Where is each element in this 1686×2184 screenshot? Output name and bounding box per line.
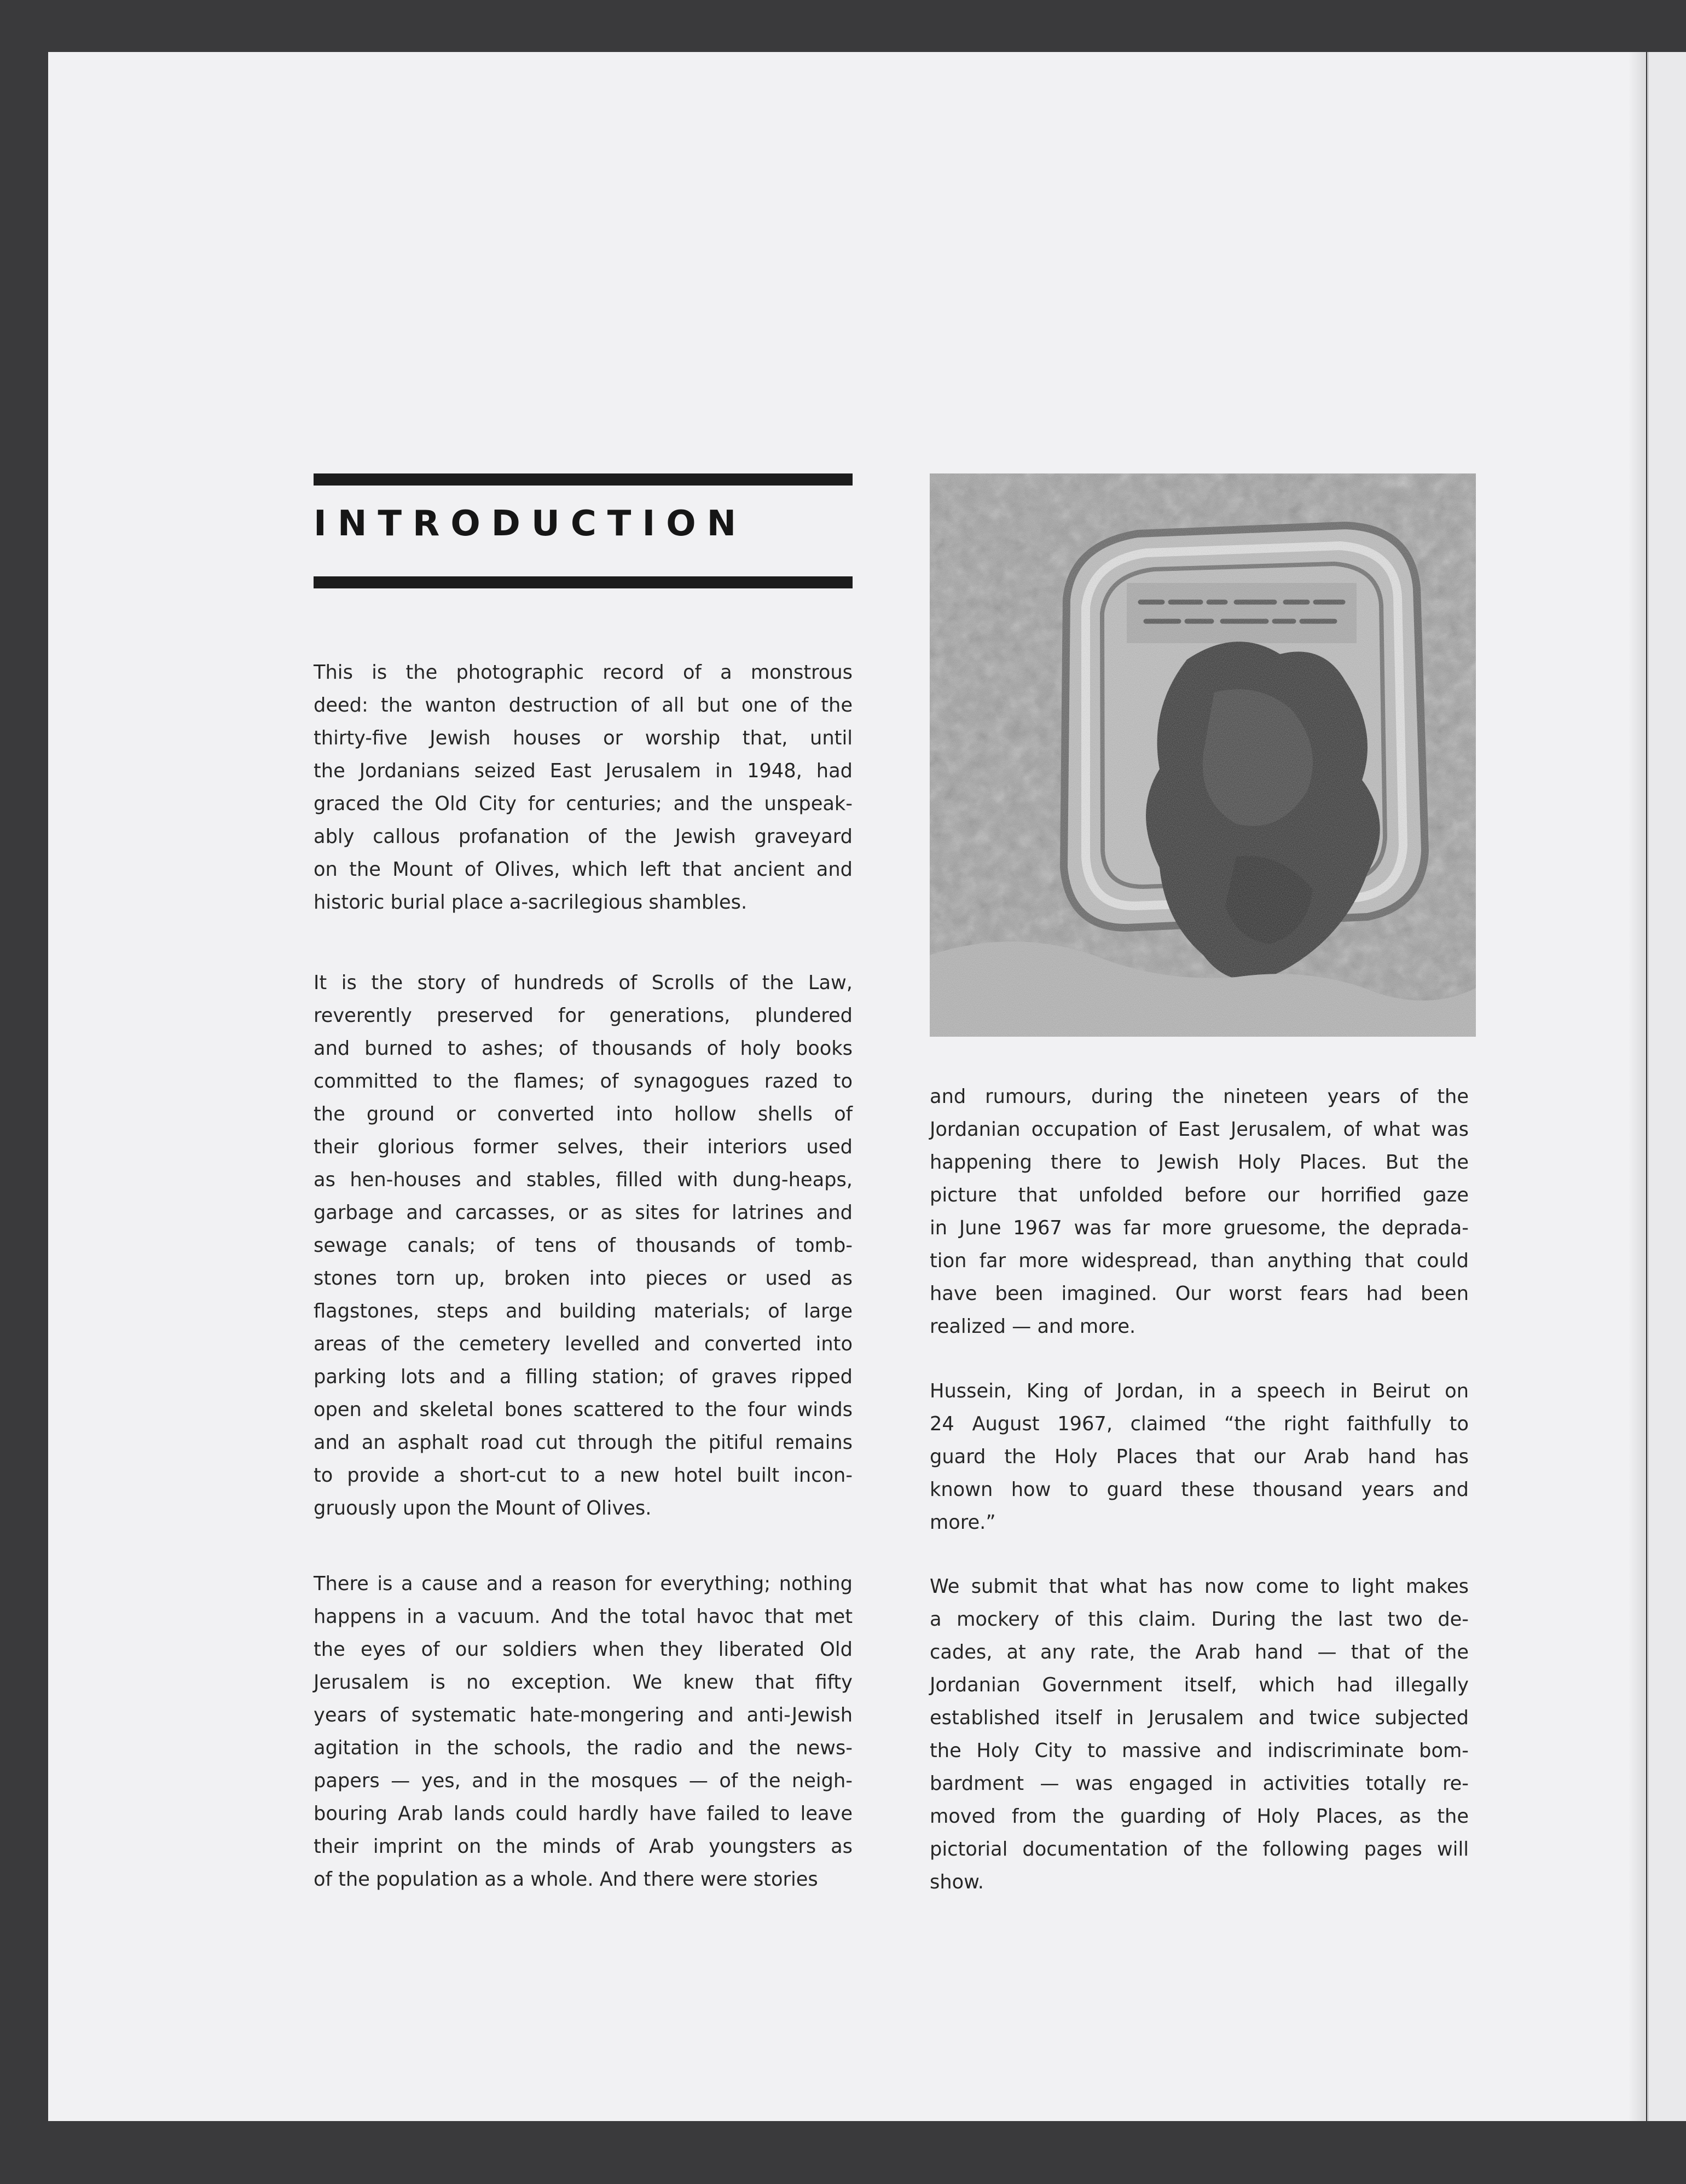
text-line: sewage canals; of tens of thousands of tomb- [314,1234,853,1257]
text-line: pictorial documentation of the following pages will [930,1838,1469,1861]
text-line: bardment — was engaged in activities totally re- [930,1772,1469,1795]
text-line: show. [930,1871,984,1893]
text-line: committed to the flames; of synagogues razed to [314,1070,853,1093]
text-line: in June 1967 was far more gruesome, the deprada- [930,1217,1469,1239]
text-line: to provide a short-cut to a new hotel built incon- [314,1464,853,1487]
text-line: known how to guard these thousand years and [930,1478,1469,1501]
heading-rule-bottom [314,576,853,588]
text-line: their glorious former selves, their interiors used [314,1136,853,1158]
text-line: picture that unfolded before our horrified gaze [930,1184,1469,1206]
text-line: graced the Old City for centuries; and the unspeak- [314,793,853,815]
text-line: deed: the wanton destruction of all but one of the [314,694,853,717]
text-line: gruously upon the Mount of Olives. [314,1497,652,1519]
text-line: the Holy City to massive and indiscriminate bom- [930,1740,1469,1762]
text-line: established itself in Jerusalem and twice subjected [930,1707,1469,1729]
text-line: tion far more widespread, than anything that could [930,1250,1469,1272]
text-line: stones torn up, broken into pieces or used as [314,1267,853,1290]
text-line: 24 August 1967, claimed “the right faithfully to [930,1413,1469,1435]
text-line: the eyes of our soldiers when they liberated Old [314,1638,853,1661]
text-line: happens in a vacuum. And the total havoc that met [314,1605,853,1628]
text-line: We submit that what has now come to light makes [930,1575,1469,1598]
text-line: years of systematic hate-mongering and anti-Jewish [314,1704,853,1726]
paragraph-3 [314,1568,853,1896]
page-fold-shadow [1628,52,1648,2121]
tombstone-photo [930,473,1476,1037]
text-line: Jordanian occupation of East Jerusalem, of what was [930,1118,1469,1141]
text-line: their imprint on the minds of Arab youngsters as [314,1835,853,1858]
text-line: the Jordanians seized East Jerusalem in 1948, had [314,760,853,782]
paragraph-5 [930,1375,1469,1539]
text-line: open and skeletal bones scattered to the four winds [314,1399,853,1421]
text-line: moved from the guarding of Holy Places, as the [930,1805,1469,1828]
text-line: agitation in the schools, the radio and the news- [314,1737,853,1759]
text-line: This is the photographic record of a monstrous [314,661,853,684]
text-line: of the population as a whole. And there were stories [314,1868,818,1891]
text-line: papers — yes, and in the mosques — of the neigh- [314,1770,853,1792]
text-line: thirty-five Jewish houses or worship that, until [314,727,853,749]
text-line: a mockery of this claim. During the last two de- [930,1608,1469,1631]
text-line: more.” [930,1511,996,1534]
text-line: ably callous profanation of the Jewish graveyard [314,825,853,848]
text-line: areas of the cemetery levelled and converted into [314,1333,853,1355]
paragraph-1 [314,656,853,919]
text-line: Jordanian Government itself, which had illegally [930,1674,1469,1696]
paragraph-2 [314,967,853,1525]
text-line: on the Mount of Olives, which left that ancient and [314,858,853,881]
text-line: guard the Holy Places that our Arab hand has [930,1446,1469,1468]
text-line: as hen-houses and stables, filled with dung-heaps, [314,1169,853,1191]
text-line: flagstones, steps and building materials; of large [314,1300,853,1322]
text-line: There is a cause and a reason for everything; nothing [314,1573,853,1595]
text-line: realized — and more. [930,1315,1136,1338]
text-line: parking lots and a filling station; of graves ripped [314,1366,853,1388]
heading-rule-top [314,473,853,486]
paragraph-6 [930,1570,1469,1899]
page-title: INTRODUCTION [314,504,748,544]
tombstone-photo-image [930,473,1476,1037]
text-line: and rumours, during the nineteen years of the [930,1085,1469,1108]
text-line: the ground or converted into hollow shells of [314,1103,853,1125]
text-line: cades, at any rate, the Arab hand — that of the [930,1641,1469,1663]
text-line: and an asphalt road cut through the pitiful remains [314,1431,853,1454]
text-line: garbage and carcasses, or as sites for latrines and [314,1201,853,1224]
text-line: bouring Arab lands could hardly have failed to leave [314,1802,853,1825]
text-line: Jerusalem is no exception. We knew that fifty [314,1671,853,1694]
text-line: historic burial place a-sacrilegious shambles. [314,891,748,914]
text-line: happening there to Jewish Holy Places. But the [930,1151,1469,1174]
text-line: It is the story of hundreds of Scrolls of the Law, [314,972,853,994]
paragraph-4 [930,1081,1469,1343]
next-page-edge [1647,52,1686,2121]
text-line: reverently preserved for generations, plundered [314,1004,853,1027]
text-line: have been imagined. Our worst fears had been [930,1282,1469,1305]
text-line: and burned to ashes; of thousands of holy books [314,1037,853,1060]
text-line: Hussein, King of Jordan, in a speech in Beirut on [930,1380,1469,1402]
